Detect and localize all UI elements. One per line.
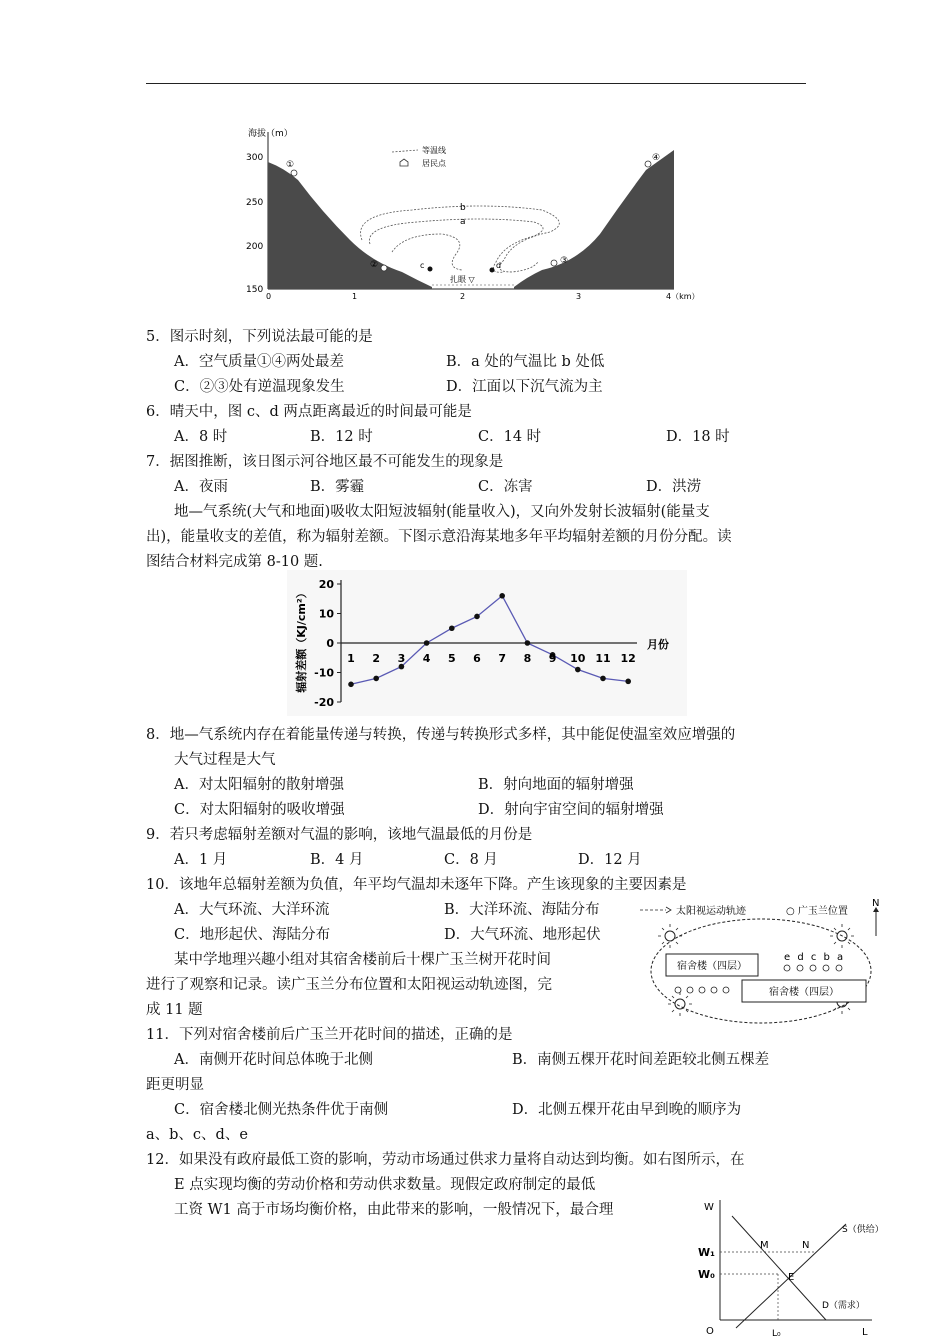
q8-option-d: D．射向宇宙空间的辐射增强 — [478, 802, 664, 818]
q11-option-b: B．南侧五棵开花时间差距较北侧五棵差 — [512, 1052, 770, 1068]
para-radiation-3: 图结合材料完成第 8-10 题. — [146, 554, 323, 570]
q11-option-a: A．南侧开花时间总体晚于北侧 — [174, 1052, 373, 1068]
chart-point — [600, 676, 606, 682]
legend-isotherm: 等温线 — [422, 146, 446, 155]
chart-x-tick-label: 12 — [620, 652, 636, 665]
legend-magnolia: ○ 广玉兰位置 — [786, 906, 848, 917]
q7-option-a: A．夜雨 — [174, 479, 228, 495]
chart-point — [625, 679, 631, 685]
chart-x-label: 月份 — [647, 638, 669, 651]
chart-point — [424, 640, 430, 646]
point-e: E — [788, 1272, 795, 1283]
y-tick-150: 150 — [246, 285, 264, 295]
origin-label: O — [706, 1326, 714, 1337]
q5-option-b: B．a 处的气温比 b 处低 — [446, 354, 605, 370]
chart-x-tick-label: 5 — [447, 652, 456, 665]
q6-stem: 6．晴天中，图 c、d 两点距离最近的时间最可能是 — [146, 404, 472, 420]
q9-stem: 9．若只考虑辐射差额对气温的影响，该地气温最低的月份是 — [146, 827, 533, 843]
q12-stem-2: E 点实现均衡的劳动价格和劳动供求数量。现假定政府制定的最低 — [174, 1177, 596, 1193]
q6-option-b: B．12 时 — [310, 429, 373, 445]
valley-cross-section-figure — [242, 122, 710, 300]
chart-y-tick-label: 0 — [326, 637, 334, 650]
point-n: N — [802, 1240, 810, 1251]
chart-x-tick-label: 2 — [372, 652, 381, 665]
q7-option-d: D．洪涝 — [646, 479, 702, 495]
q11-option-d-cont: a、b、c、d、e — [146, 1127, 248, 1143]
curve-a-label: a — [460, 217, 466, 227]
point-c: c — [420, 261, 425, 270]
supply-label: S（供给） — [842, 1225, 884, 1235]
chart-x-tick-label: 10 — [570, 652, 586, 665]
chart-point — [575, 667, 581, 673]
para-magnolia-1: 某中学地理兴趣小组对其宿舍楼前后十棵广玉兰树开花时间 — [174, 952, 551, 968]
sun-icon-nw — [658, 924, 682, 948]
isotherm-b — [361, 206, 560, 272]
q11-option-c: C．宿舍楼北侧光热条件优于南侧 — [174, 1102, 389, 1118]
sun-icon-sw — [668, 992, 692, 1016]
dorm-building-south-label: 宿舍楼（四层） — [769, 987, 839, 998]
q10-option-a: A．大气环流、大洋环流 — [174, 902, 330, 918]
legend-sun-track: 太阳视运动轨迹 — [676, 906, 746, 917]
valley-y-title: 海拔（m） — [248, 129, 293, 139]
site-2: ② — [370, 260, 379, 270]
curve-b-label: b — [460, 203, 466, 213]
river-label: 扎眼 ▽ — [450, 275, 475, 284]
chart-y-tick-label: 20 — [318, 578, 334, 591]
q6-option-c: C．14 时 — [478, 429, 542, 445]
q5-option-d: D．江面以下沉气流为主 — [446, 379, 603, 395]
chart-x-tick-label: 4 — [422, 652, 431, 665]
chart-y-tick-label: 10 — [318, 607, 334, 621]
axis-l-label: L — [862, 1327, 868, 1338]
north-label: N — [872, 898, 880, 909]
q10-option-c: C．地形起伏、海陆分布 — [174, 927, 331, 943]
chart-point — [474, 614, 480, 620]
chart-point — [525, 640, 531, 646]
l0-label: L₀ — [772, 1329, 781, 1339]
chart-y-label: 辐射差额（KJ/cm²） — [295, 587, 308, 693]
x-tick-4: 4（km） — [666, 292, 700, 301]
q7-stem: 7．据图推断，该日图示河谷地区最不可能发生的现象是 — [146, 454, 504, 470]
q12-stem: 12．如果没有政府最低工资的影响，劳动市场通过供求力量将自动达到均衡。如右图所示，在 — [146, 1152, 745, 1168]
legend-settlement: 居民点 — [422, 159, 446, 168]
para-magnolia-2: 进行了观察和记录。读广玉兰分布位置和太阳视运动轨迹图，完 — [146, 977, 552, 993]
point-d: d — [496, 261, 502, 270]
point-m: M — [760, 1240, 769, 1251]
q12-stem-3: 工资 W1 高于市场均衡价格，由此带来的影响，一般情况下，最合理 — [174, 1202, 614, 1218]
q7-option-b: B．雾霾 — [310, 479, 365, 495]
q6-option-a: A．8 时 — [174, 429, 228, 445]
north-tree-labels: e d c b a — [784, 952, 846, 963]
axis-w-label: W — [704, 1202, 714, 1213]
radiation-balance-chart — [287, 570, 687, 716]
settlement-legend-icon — [400, 159, 408, 166]
site-3: ③ — [560, 256, 569, 266]
q9-option-c: C．8 月 — [444, 852, 498, 868]
q5-stem: 5．图示时刻，下列说法最可能的是 — [146, 329, 373, 345]
chart-point — [348, 682, 354, 688]
q10-stem: 10．该地年总辐射差额为负值，年平均气温却未逐年下降。产生该现象的主要因素是 — [146, 877, 687, 893]
isotherm-a — [369, 219, 543, 272]
left-slope — [268, 162, 432, 289]
w0-label: W₀ — [698, 1268, 715, 1281]
chart-series-line — [351, 596, 628, 685]
x-tick-3: 3 — [576, 292, 582, 301]
q9-option-d: D．12 月 — [578, 852, 642, 868]
q5-option-c: C．②③处有逆温现象发生 — [174, 379, 345, 395]
chart-x-tick-label: 7 — [498, 652, 507, 665]
q6-option-d: D．18 时 — [666, 429, 730, 445]
chart-point — [373, 676, 379, 682]
chart-point — [449, 625, 455, 631]
demand-curve — [732, 1216, 826, 1320]
chart-point — [499, 593, 505, 599]
q11-option-d: D．北侧五棵开花由早到晚的顺序为 — [512, 1102, 742, 1118]
para-magnolia-3: 成 11 题 — [146, 1002, 203, 1018]
x-tick-0: 0 — [266, 292, 272, 301]
y-tick-300: 300 — [246, 153, 264, 163]
chart-x-tick-label: 1 — [347, 652, 355, 665]
q5-option-a: A．空气质量①④两处最差 — [174, 354, 344, 370]
w1-label: W₁ — [698, 1246, 715, 1259]
q7-option-c: C．冻害 — [478, 479, 533, 495]
q10-option-d: D．大气环流、地形起伏 — [444, 927, 601, 943]
sun-path-figure — [636, 896, 886, 1036]
demand-label: D（需求） — [822, 1301, 865, 1311]
q8-option-b: B．射向地面的辐射增强 — [478, 777, 634, 793]
q11-option-b-cont: 距更明显 — [146, 1077, 204, 1093]
dorm-building-north-label: 宿舍楼（四层） — [677, 961, 747, 972]
chart-x-tick-label: 11 — [595, 652, 611, 665]
chart-x-tick-label: 3 — [397, 652, 406, 665]
header-rule — [146, 83, 806, 84]
labor-market-figure — [696, 1196, 884, 1340]
chart-x-tick-label: 6 — [473, 652, 481, 665]
q9-option-a: A．1 月 — [174, 852, 228, 868]
q10-option-b: B．大洋环流、海陆分布 — [444, 902, 600, 918]
x-tick-2: 2 — [460, 292, 466, 301]
chart-y-tick-label: -10 — [314, 666, 334, 680]
q8-option-c: C．对太阳辐射的吸收增强 — [174, 802, 345, 818]
y-tick-250: 250 — [246, 198, 264, 208]
south-trees — [675, 987, 729, 993]
q8-option-a: A．对太阳辐射的散射增强 — [174, 777, 344, 793]
site-1: ① — [286, 160, 295, 170]
site-4: ④ — [652, 153, 661, 163]
y-tick-200: 200 — [246, 242, 264, 252]
chart-x-tick-label: 9 — [548, 652, 557, 665]
para-radiation-1: 地—气系统(大气和地面)吸收太阳短波辐射(能量收入)，又向外发射长波辐射(能量支 — [174, 504, 710, 520]
x-tick-1: 1 — [352, 292, 358, 301]
right-slope — [514, 150, 674, 289]
q8-stem: 8．地—气系统内存在着能量传递与转换，传递与转换形式多样，其中能促使温室效应增强的 — [146, 727, 736, 743]
chart-x-tick-label: 8 — [523, 652, 532, 665]
para-radiation-2: 出)，能量收支的差值，称为辐射差额。下图示意沿海某地多年平均辐射差额的月份分配。读 — [146, 529, 732, 545]
q8-stem-cont: 大气过程是大气 — [174, 752, 276, 768]
q11-stem: 11．下列对宿舍楼前后广玉兰开花时间的描述，正确的是 — [146, 1027, 513, 1043]
q9-option-b: B．4 月 — [310, 852, 364, 868]
north-trees — [784, 965, 842, 971]
chart-y-tick-label: -20 — [314, 696, 334, 709]
isotherm-inner — [392, 234, 462, 270]
